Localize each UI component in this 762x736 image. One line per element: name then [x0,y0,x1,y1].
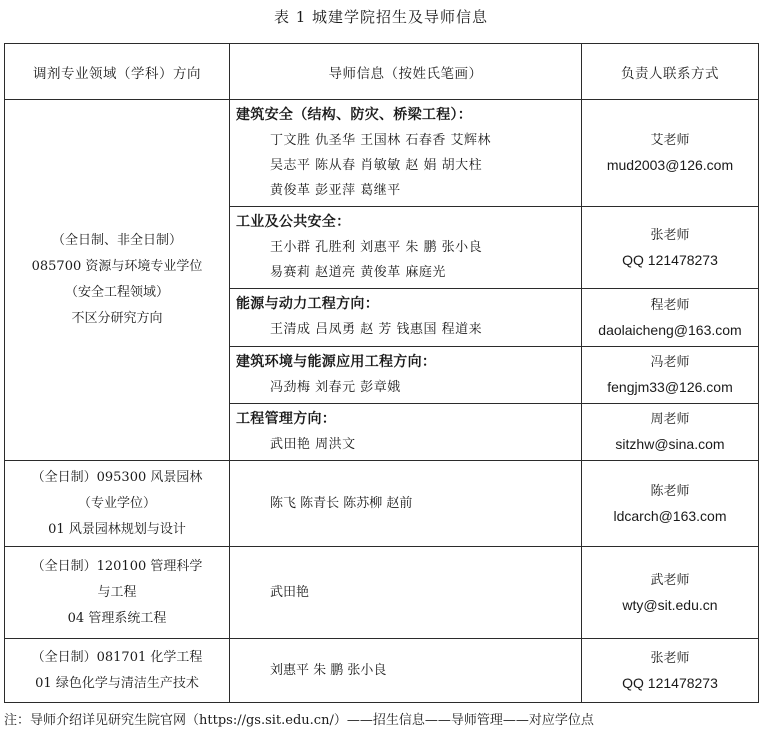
contact-cell [582,289,759,347]
contact-cell [582,347,759,404]
advisor-names: 武田艳 [230,547,582,639]
recruitment-table [4,43,759,703]
contact-cell [582,404,759,461]
advisor-names: 冯劲梅 刘春元 彭章娥 [270,380,401,395]
contact-email: wty@sit.edu.cn [622,596,718,613]
advisor-cell [230,347,582,404]
table-row [5,639,759,703]
category-label: 工程管理方向： [236,411,337,427]
contact-email: daolaicheng@163.com [598,321,742,338]
contact-person: 陈老师 [650,483,690,499]
contact-person: 冯老师 [650,355,690,370]
major-cell: （全日制）095300 风景园林 （专业学位） 01 风景园林规划与设计 [5,461,230,547]
contact-qq: QQ 121478273 [622,251,718,268]
contact-email: sitzhw@sina.com [615,436,725,452]
contact-person: 程老师 [650,297,690,313]
table-row [5,547,759,639]
contact-person: 张老师 [650,227,690,243]
contact-person: 张老师 [650,650,690,666]
major-cell: （全日制）081701 化学工程 01 绿色化学与清洁生产技术 [5,639,230,703]
contact-cell [582,639,759,703]
table-row [5,100,759,207]
advisor-cell [230,207,582,289]
advisor-names: 武田艳 周洪文 [270,437,356,452]
footnote: 注：导师介绍详见研究生院官网（https://gs.sit.edu.cn/）——招生信息——导师管理——对应学位点 [4,713,594,728]
table-title: 表 1 城建学院招生及导师信息 [273,8,489,26]
header-advisors: 导师信息（按姓氏笔画） [230,44,582,100]
contact-person: 周老师 [650,412,690,427]
advisor-names: 吴志平 陈从春 肖敏敏 赵 娟 胡大柱 [270,158,483,173]
header-contact: 负责人联系方式 [582,44,759,100]
advisor-names: 王小群 孔胜利 刘惠平 朱 鹏 张小良 [270,240,483,255]
advisor-cell [230,404,582,461]
contact-email: ldcarch@163.com [613,507,727,524]
header-major: 调剂专业领域（学科）方向 [5,44,230,100]
advisor-names: 丁文胜 仇圣华 王国林 石春香 艾辉林 [270,133,492,148]
contact-qq: QQ 121478273 [622,674,718,691]
category-label: 工业及公共安全： [236,214,351,230]
contact-person: 艾老师 [650,133,690,148]
table-row [5,461,759,547]
major-cell: （全日制、非全日制） 085700 资源与环境专业学位 （安全工程领域） 不区分研究方向 [5,100,230,461]
major-cell: （全日制）120100 管理科学 与工程 04 管理系统工程 [5,547,230,639]
category-label: 能源与动力工程方向： [236,296,379,312]
advisor-names: 黄俊革 彭亚萍 葛继平 [270,183,401,198]
advisor-cell [230,289,582,347]
advisor-names: 陈飞 陈青长 陈苏柳 赵前 [230,461,582,547]
contact-email: mud2003@126.com [606,157,734,173]
header-row [5,44,759,100]
category-label: 建筑环境与能源应用工程方向： [236,354,437,370]
contact-cell [582,461,759,547]
contact-cell [582,547,759,639]
contact-cell [582,100,759,207]
contact-email: fengjm33@126.com [607,379,733,395]
contact-person: 武老师 [650,572,690,588]
advisor-names: 刘惠平 朱 鹏 张小良 [230,639,582,703]
advisor-cell [230,100,582,207]
category-label: 建筑安全（结构、防灾、桥梁工程）： [236,107,473,123]
contact-cell [582,207,759,289]
advisor-names: 易赛莉 赵道亮 黄俊革 麻庭光 [270,265,446,280]
advisor-names: 王清成 吕凤勇 赵 芳 钱惠国 程道来 [270,322,483,337]
